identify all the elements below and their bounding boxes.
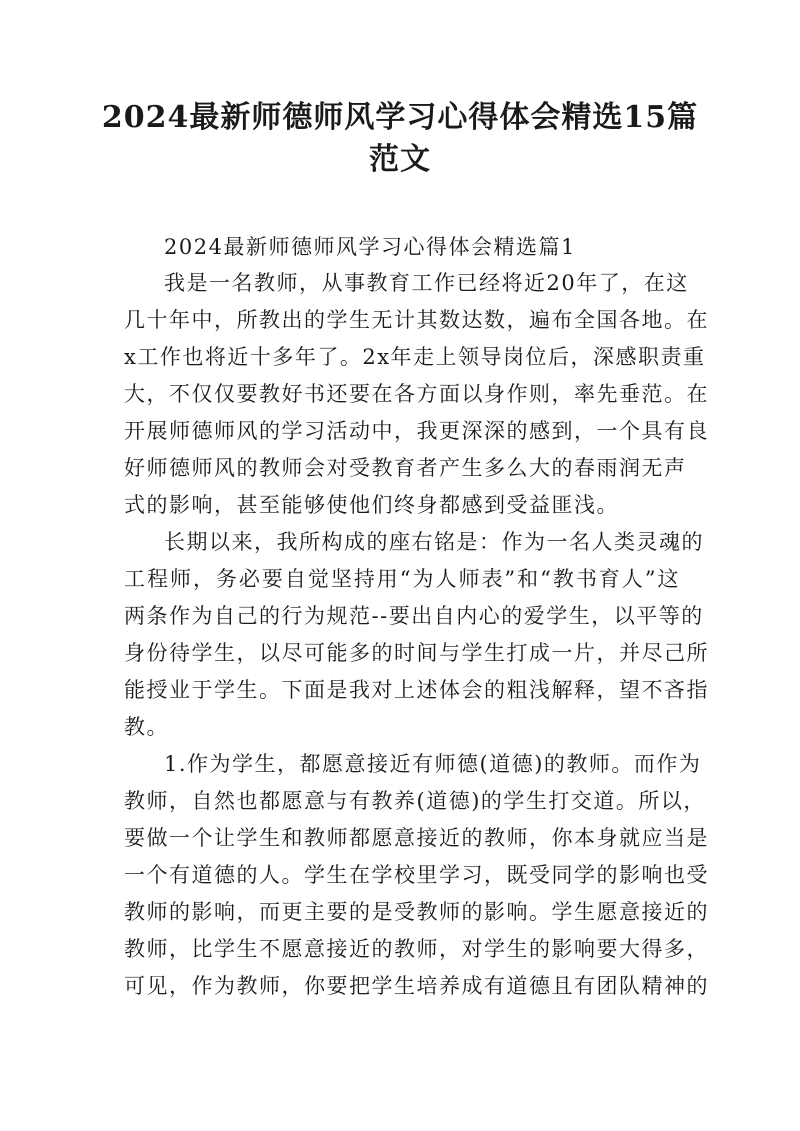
- paragraph-line: 式的影响，甚至能够使他们终身都感到受益匪浅。: [124, 493, 619, 517]
- paragraph-line: 开展师德师风的学习活动中，我更深深的感到，一个具有良: [124, 419, 709, 443]
- paragraph-line: 我是一名教师，从事教育工作已经将近20年了，在这: [164, 271, 689, 295]
- paragraph-line: 教。: [124, 715, 169, 739]
- paragraph-line: 可见，作为教师，你要把学生培养成有道德且有团队精神的: [124, 974, 709, 998]
- paragraph-line: 能授业于学生。下面是我对上述体会的粗浅解释，望不吝指: [124, 678, 709, 702]
- document-title-line-2: 范文: [369, 142, 431, 177]
- paragraph-line: 长期以来，我所构成的座右铭是：作为一名人类灵魂的: [164, 530, 704, 554]
- paragraph-line: 教师，自然也都愿意与有教养(道德)的学生打交道。所以，: [124, 789, 706, 813]
- paragraph-line: 大，不仅仅要教好书还要在各方面以身作则，率先垂范。在: [124, 382, 709, 406]
- paragraph-line: 一个有道德的人。学生在学校里学习，既受同学的影响也受: [124, 863, 709, 887]
- paragraph-line: 教师，比学生不愿意接近的教师，对学生的影响要大得多，: [124, 937, 709, 961]
- paragraph-line: 好师德师风的教师会对受教育者产生多么大的春雨润无声: [124, 456, 687, 480]
- document-title-line-1: 2024最新师德师风学习心得体会精选15篇: [101, 100, 699, 135]
- paragraph-line: 1.作为学生，都愿意接近有师德(道德)的教师。而作为: [164, 752, 702, 776]
- paragraph-line: 几十年中，所教出的学生无计其数达数，遍布全国各地。在: [124, 308, 709, 332]
- paragraph-line: 工程师，务必要自觉坚持用“为人师表”和“教书育人”这: [124, 567, 680, 591]
- paragraph-line: 要做一个让学生和教师都愿意接近的教师，你本身就应当是: [124, 826, 709, 850]
- paragraph-line: 两条作为自己的行为规范--要出自内心的爱学生，以平等的: [124, 604, 704, 628]
- paragraph-line: 教师的影响，而更主要的是受教师的影响。学生愿意接近的: [124, 900, 709, 924]
- paragraph-line: 身份待学生，以尽可能多的时间与学生打成一片，并尽己所: [124, 641, 709, 665]
- paragraph-line: x工作也将近十多年了。2x年走上领导岗位后，深感职责重: [124, 345, 706, 369]
- section-heading: 2024最新师德师风学习心得体会精选篇1: [164, 235, 576, 259]
